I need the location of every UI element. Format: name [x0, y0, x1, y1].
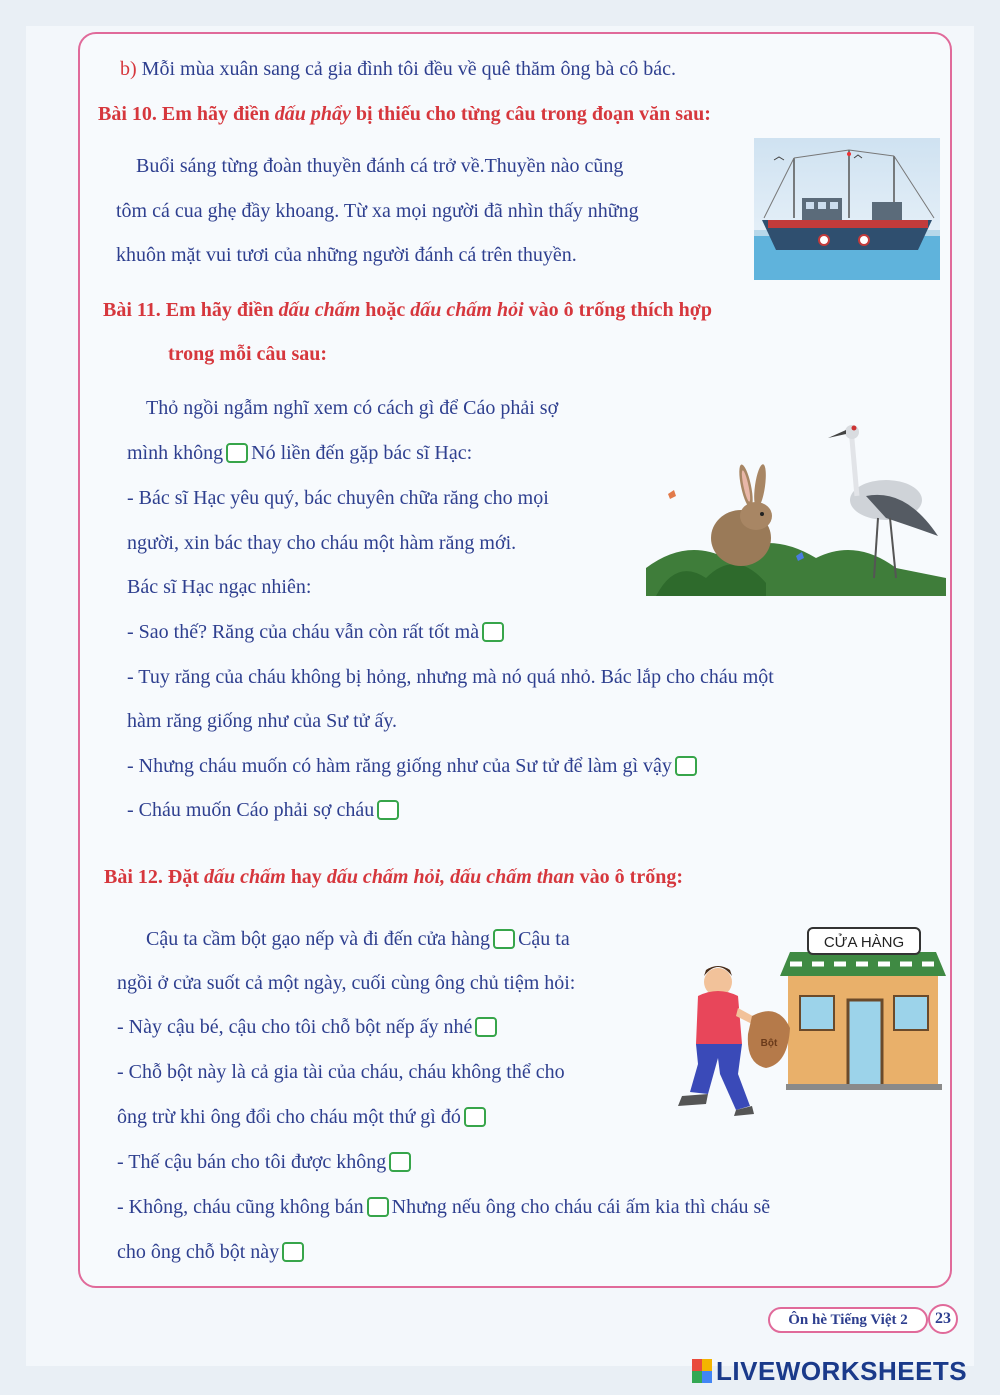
bai12-title-mid: hay: [285, 866, 327, 888]
answer-box-6[interactable]: [475, 1017, 497, 1037]
answer-box-8[interactable]: [389, 1152, 411, 1172]
answer-box-2[interactable]: [482, 622, 504, 642]
bai10-title-suffix: bị thiếu cho từng câu trong đoạn văn sau:: [350, 103, 711, 125]
bai11-title-mid: hoặc: [360, 299, 411, 321]
bai10-title-emph: dấu phẩy: [274, 103, 351, 125]
bai12-line-1a: Cậu ta cầm bột gạo nếp và đi đến cửa hàng: [146, 928, 491, 950]
bai12-line-1b: Cậu ta: [518, 928, 570, 950]
bai11-title-suffix: vào ô trống thích hợp: [523, 299, 712, 321]
bai11-line-5: Bác sĩ Hạc ngạc nhiên:: [127, 576, 312, 598]
answer-box-1[interactable]: [226, 443, 248, 463]
bai11-line-9: [127, 755, 700, 778]
bai12-line-7: [117, 1196, 770, 1219]
bai12-title: [104, 866, 683, 889]
answer-box-9[interactable]: [367, 1197, 389, 1217]
bai11-title: [103, 299, 712, 322]
bai11-title-emph1: dấu chấm: [278, 299, 361, 321]
bai12-line-8-text: cho ông chỗ bột này: [117, 1241, 280, 1263]
answer-box-3[interactable]: [675, 756, 697, 776]
part-b-line: [120, 58, 676, 81]
bai11-line-7: - Tuy răng của cháu không bị hỏng, nhưng mà nó quá nhỏ. Bác lắp cho cháu một: [127, 666, 774, 688]
bai11-line-2: [127, 442, 472, 465]
bai12-line-7a: - Không, cháu cũng không bán: [117, 1196, 364, 1218]
bai10-line-2: tôm cá cua ghẹ đầy khoang. Từ xa mọi người đã nhìn thấy những: [116, 200, 639, 222]
answer-box-5[interactable]: [493, 929, 515, 949]
rabbit-crane-illustration: [646, 418, 946, 596]
bai12-line-1: [146, 928, 570, 951]
shop-sign-text: CỬA HÀNG: [823, 934, 905, 951]
answer-box-10[interactable]: [282, 1242, 304, 1262]
liveworksheets-logo-icon: [692, 1359, 712, 1383]
bai12-line-3: [117, 1016, 500, 1039]
bai11-title-emph2: dấu chấm hỏi: [410, 299, 524, 321]
bai12-line-4: - Chỗ bột này là cả gia tài của cháu, cháu không thể cho: [117, 1061, 565, 1083]
bai11-line-3: - Bác sĩ Hạc yêu quý, bác chuyên chữa răng cho mọi: [127, 487, 549, 509]
bai11-line-6-text: - Sao thế? Răng của cháu vẫn còn rất tốt mà: [127, 621, 480, 643]
book-title-badge: [768, 1307, 928, 1333]
bai11-line-8: hàm răng giống như của Sư tử ấy.: [127, 710, 398, 732]
bai12-title-emph1: dấu chấm: [204, 866, 286, 888]
bai11-line-4: người, xin bác thay cho cháu một hàm răng mới.: [127, 532, 517, 554]
fishing-boat-illustration: [754, 138, 940, 280]
bai11-line-10-text: - Cháu muốn Cáo phải sợ cháu: [127, 799, 375, 821]
bai12-line-5: [117, 1106, 489, 1129]
bag-label: Bột: [760, 1038, 778, 1049]
answer-box-4[interactable]: [377, 800, 399, 820]
bai12-line-2: ngồi ở cửa suốt cả một ngày, cuối cùng ông chủ tiệm hỏi:: [117, 972, 576, 994]
bai10-title-prefix: Bài 10. Em hãy điền: [98, 103, 275, 125]
bai10-title: [98, 103, 711, 126]
liveworksheets-brand: [692, 1356, 967, 1386]
bai12-line-8: [117, 1241, 307, 1264]
bai12-line-5-text: ông trừ khi ông đổi cho cháu một thứ gì đó: [117, 1106, 461, 1128]
answer-box-7[interactable]: [464, 1107, 486, 1127]
bai11-line-2b: Nó liền đến gặp bác sĩ Hạc:: [251, 442, 473, 464]
bai12-title-prefix: Bài 12. Đặt: [104, 866, 204, 888]
bai10-line-3: khuôn mặt vui tươi của những người đánh cá trên thuyền.: [116, 244, 577, 266]
bai11-line-2a: mình không: [127, 442, 224, 464]
bai12-line-6: [117, 1151, 414, 1174]
bai11-title-line2: trong mỗi câu sau:: [168, 343, 328, 365]
bai12-line-3-text: - Này cậu bé, cậu cho tôi chỗ bột nếp ấy nhé: [117, 1016, 473, 1038]
shop-boy-illustration: [668, 924, 948, 1120]
bai11-line-10: [127, 799, 402, 822]
bai12-line-6-text: - Thế cậu bán cho tôi được không: [117, 1151, 387, 1173]
bai11-title-prefix: Bài 11. Em hãy điền: [103, 299, 279, 321]
part-b-label: b): [120, 58, 137, 80]
bai12-line-7b: Nhưng nếu ông cho cháu cái ấm kia thì cháu sẽ: [391, 1196, 771, 1218]
page-number: 23: [928, 1304, 958, 1334]
bai11-line-6: [127, 621, 507, 644]
bai10-line-1: Buổi sáng từng đoàn thuyền đánh cá trở về.Thuyền nào cũng: [136, 155, 624, 177]
bai12-title-suffix: vào ô trống:: [574, 866, 683, 888]
book-title: Ôn hè Tiếng Việt 2: [788, 1311, 908, 1328]
brand-text: LIVEWORKSHEETS: [716, 1355, 968, 1386]
bai11-line-1: Thỏ ngồi ngẫm nghĩ xem có cách gì để Cáo phải sợ: [146, 397, 559, 419]
bai11-line-9-text: - Nhưng cháu muốn có hàm răng giống như của Sư tử để làm gì vậy: [127, 755, 672, 777]
bai12-title-emph2: dấu chấm hỏi, dấu chấm than: [326, 866, 575, 888]
part-b-text: Mỗi mùa xuân sang cả gia đình tôi đều về quê thăm ông bà cô bác.: [141, 58, 676, 80]
